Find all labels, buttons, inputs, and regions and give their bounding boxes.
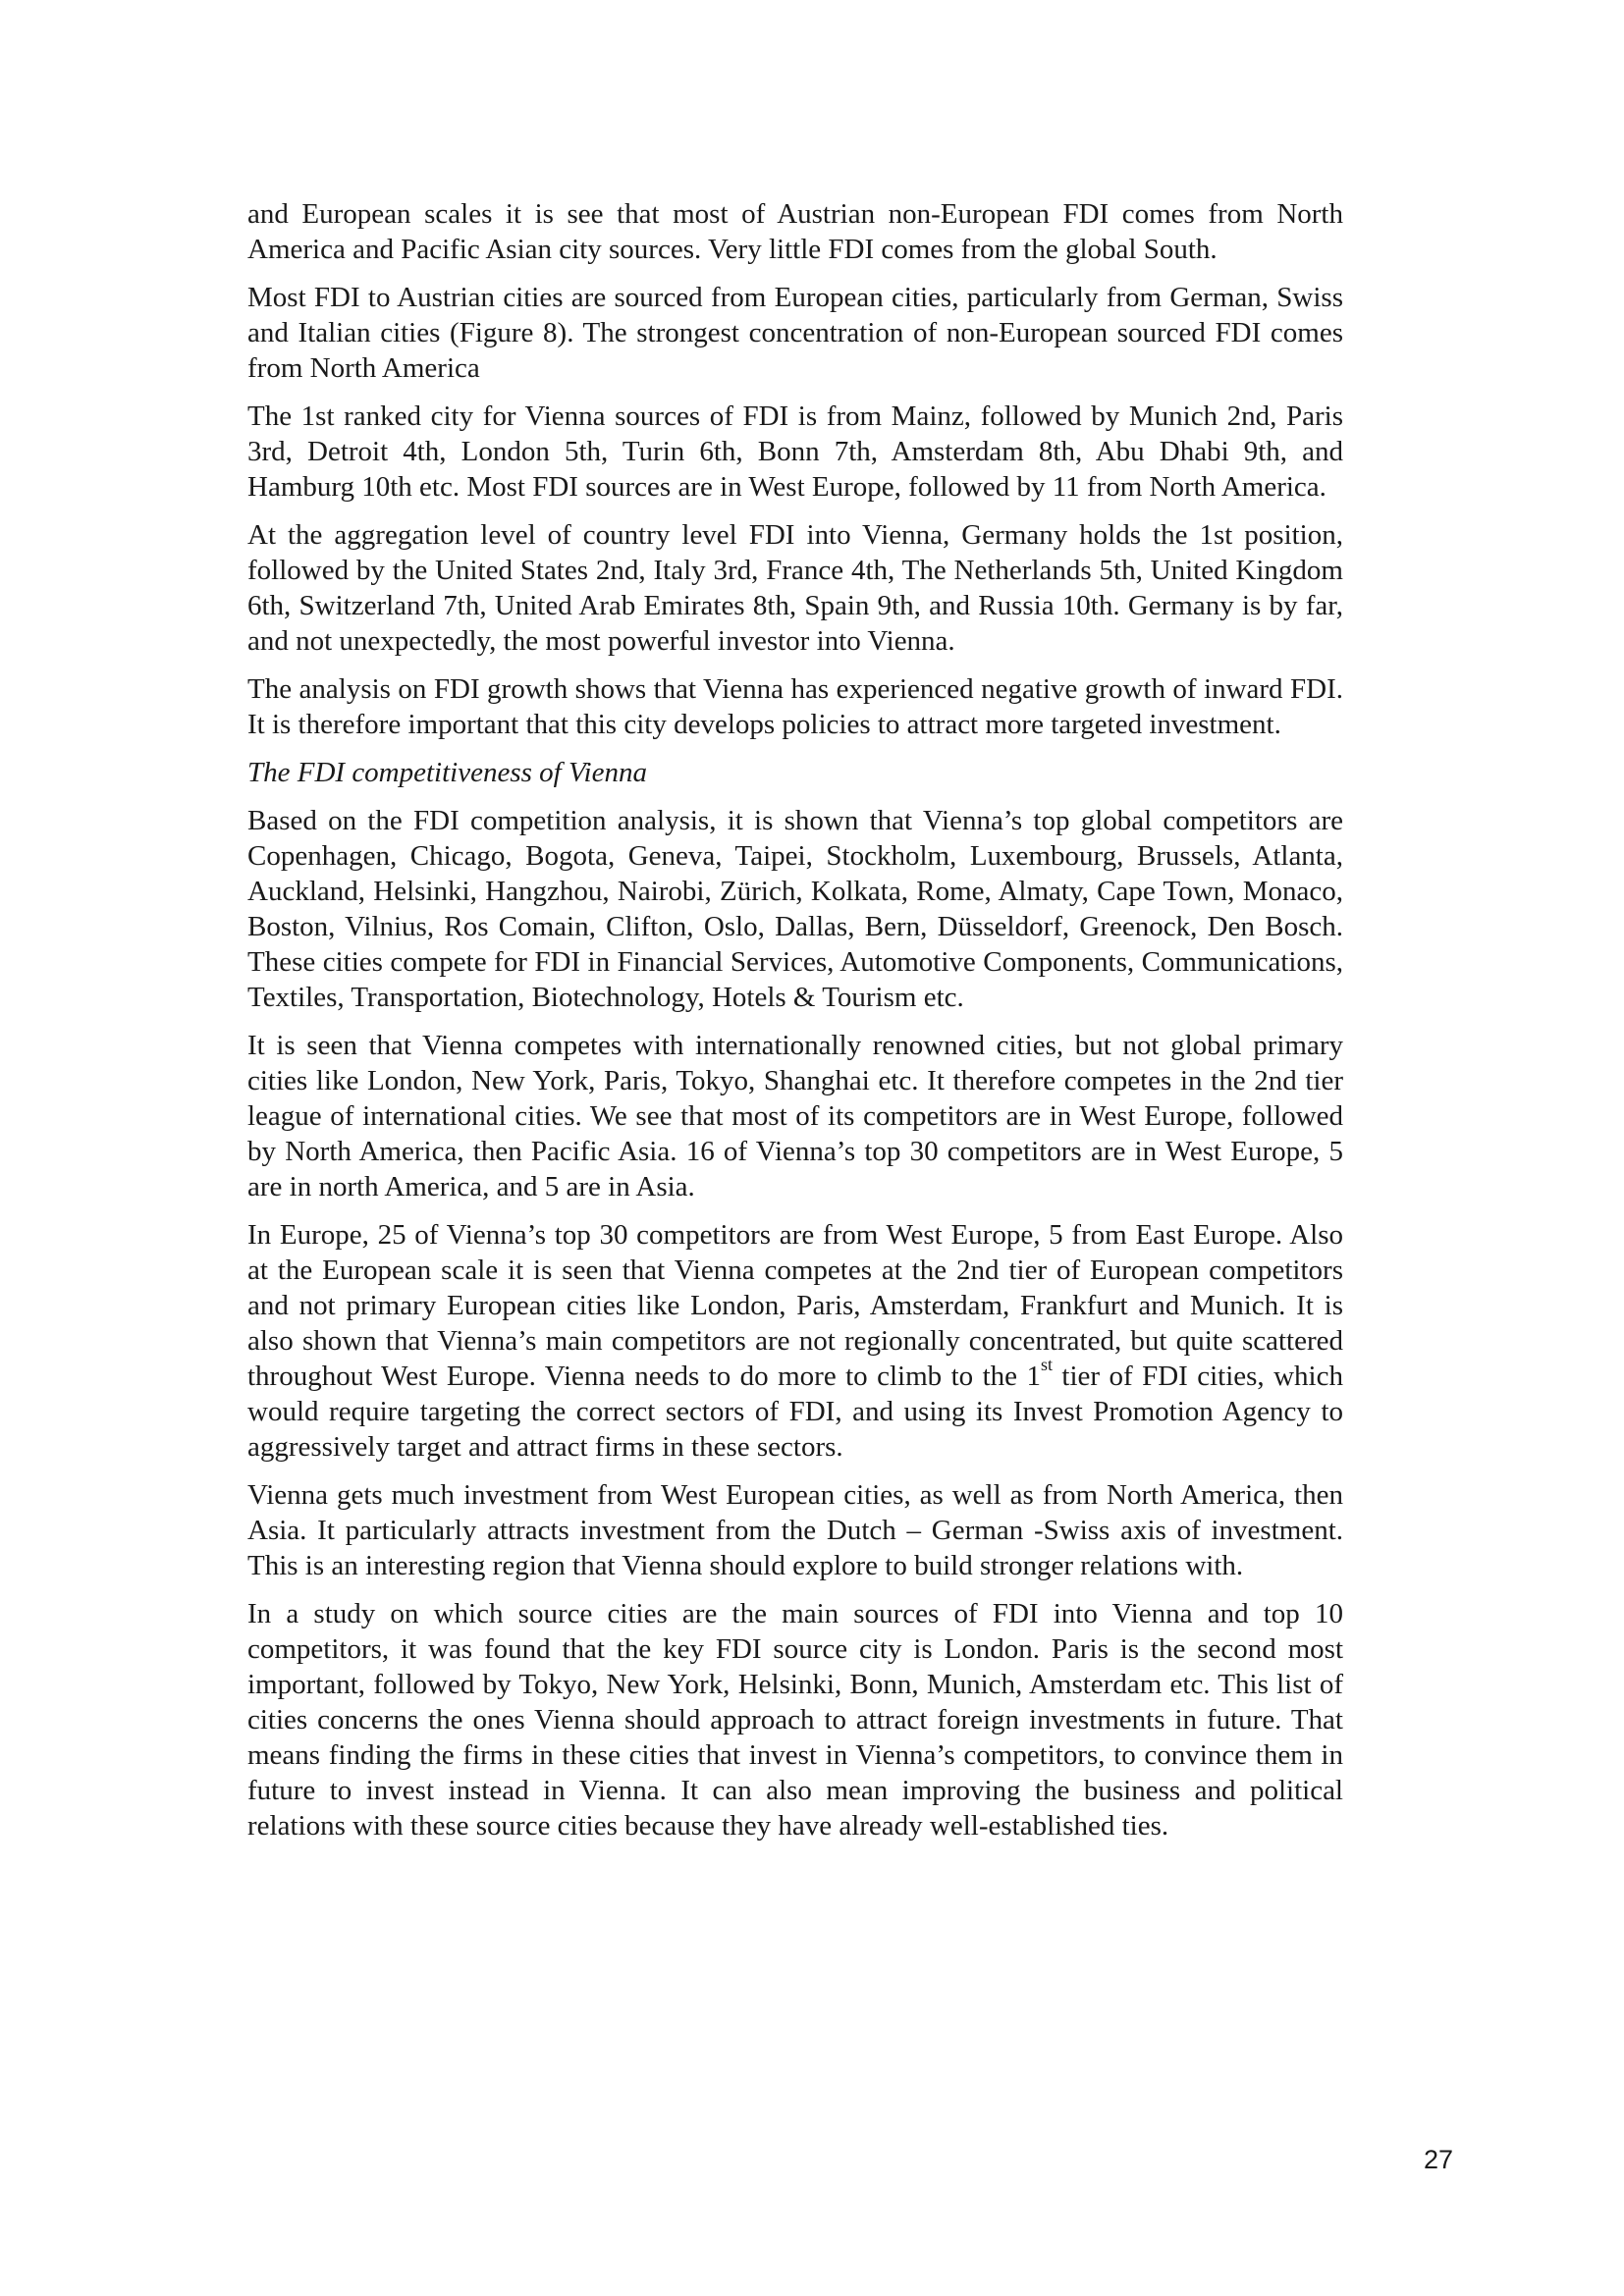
paragraph-investment-axis: Vienna gets much investment from West European cities, as well as from North America, then Asia. It particularly attracts investment from the Dutch – German -Swiss axis of investment. This is an interesting region that Vienna should explore to build stronger relations with. (247, 1479, 1343, 1581)
paragraph-source-cities-study: In a study on which source cities are the main sources of FDI into Vienna and top 10 competitors, it was found that the key FDI source city is London. Paris is the second most important, followed by Tokyo, New York, Helsinki, Bonn, Munich, Amsterdam etc. This list of cities concerns the ones Vienna should approach to attract foreign investments in future. That means finding the firms in these cities that invest in Vienna’s competitors, to convince them in future to invest instead in Vienna. It can also mean improving the business and political relations with these source cities because they have already well-established ties. (247, 1598, 1343, 1842)
ordinal-superscript: st (1040, 1355, 1053, 1375)
paragraph-fdi-growth: The analysis on FDI growth shows that Vienna has experienced negative growth of inward FDI. It is therefore important that this city develops policies to attract more targeted investment. (247, 673, 1343, 740)
section-heading: The FDI competitiveness of Vienna (247, 757, 647, 788)
paragraph-country-level-fdi: At the aggregation level of country level FDI into Vienna, Germany holds the 1st position, followed by the United States 2nd, Italy 3rd, France 4th, The Netherlands 5th, United Kingdom 6th, Switzerland 7th, United Arab Emirates 8th, Spain 9th, and Russia 10th. Germany is by far, and not unexpectedly, the most powerful investor into Vienna. (247, 519, 1343, 657)
paragraph-global-competitors: Based on the FDI competition analysis, it is shown that Vienna’s top global competitors are Copenhagen, Chicago, Bogota, Geneva, Taipei, Stockholm, Luxembourg, Brussels, Atlanta, Auckland, Helsinki, Hangzhou, Nairobi, Zürich, Kolkata, Rome, Almaty, Cape Town, Monaco, Boston, Vilnius, Ros Comain, Clifton, Oslo, Dallas, Bern, Düsseldorf, Greenock, Den Bosch. These cities compete for FDI in Financial Services, Automotive Components, Communications, Textiles, Transportation, Biotechnology, Hotels & Tourism etc. (247, 805, 1343, 1013)
paragraph-competitor-tier: It is seen that Vienna competes with internationally renowned cities, but not global primary cities like London, New York, Paris, Tokyo, Shanghai etc. It therefore competes in the 2nd tier league of international cities. We see that most of its competitors are in West Europe, followed by North America, then Pacific Asia. 16 of Vienna’s top 30 competitors are in West Europe, 5 are in north America, and 5 are in Asia. (247, 1030, 1343, 1202)
paragraph-austrian-cities-fdi: Most FDI to Austrian cities are sourced from European cities, particularly from German, Swiss and Italian cities (Figure 8). The strongest concentration of non-European sourced FDI comes from North America (247, 282, 1343, 384)
european-text-part-2: tier of FDI cities, which would require targeting the correct sectors of FDI, and using its Invest Promotion Agency to aggressively target and attract firms in these sectors. (247, 1361, 1343, 1463)
paragraph-fdi-sources-scale: and European scales it is see that most of Austrian non-European FDI comes from North America and Pacific Asian city sources. Very little FDI comes from the global South. (247, 198, 1343, 265)
paragraph-vienna-source-city-ranking: The 1st ranked city for Vienna sources of FDI is from Mainz, followed by Munich 2nd, Paris 3rd, Detroit 4th, London 5th, Turin 6th, Bonn 7th, Amsterdam 8th, Abu Dhabi 9th, and Hamburg 10th etc. Most FDI sources are in West Europe, followed by 11 from North America. (247, 400, 1343, 503)
document-body (247, 196, 1343, 1856)
page-number: 27 (1423, 2145, 1453, 2174)
european-text-part-1: In Europe, 25 of Vienna’s top 30 competitors are from West Europe, 5 from East Europe. Also at the European scale it is seen that Vienna competes at the 2nd tier of European competitors and not primary European cities like London, Paris, Amsterdam, Frankfurt and Munich. It is also shown that Vienna’s main competitors are not regionally concentrated, but quite scattered throughout West Europe. Vienna needs to do more to climb to the 1 (247, 1219, 1343, 1392)
paragraph-european-competitors (247, 1217, 1343, 1465)
